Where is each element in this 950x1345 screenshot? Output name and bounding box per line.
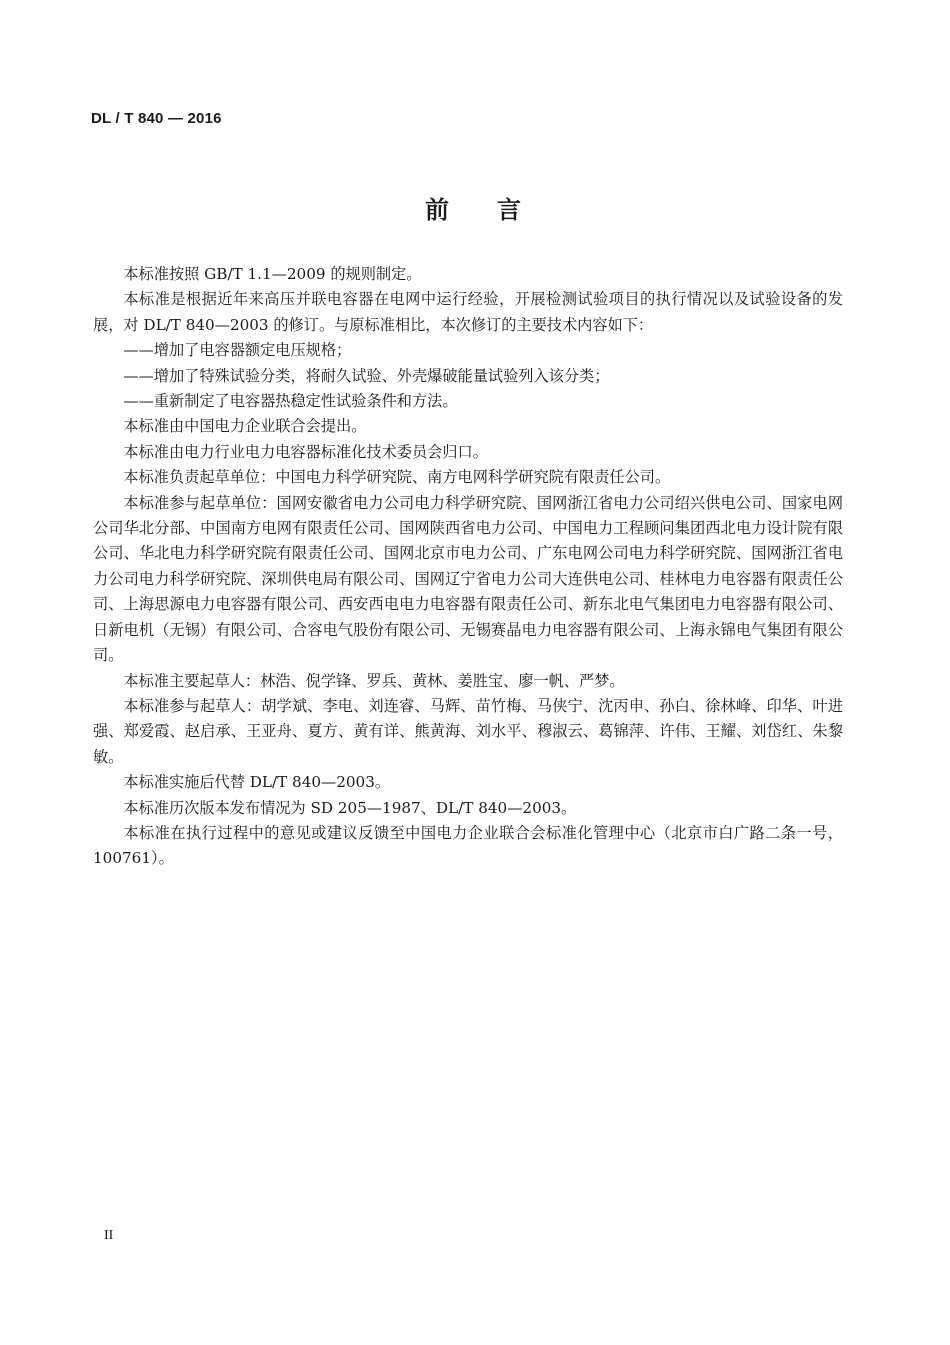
page-number: II <box>104 1228 114 1243</box>
paragraph-participating-units: 本标准参与起草单位：国网安徽省电力公司电力科学研究院、国网浙江省电力公司绍兴供电公司、国家电网公司华北分部、中国南方电网有限责任公司、国网陕西省电力公司、中国电力工程顾问集团西北电力设计院有限公司、华北电力科学研究院有限责任公司、国网北京市电力公司、广东电网公司电力科学研究院、国网浙江省电力公司电力科学研究院、深圳供电局有限公司、国网辽宁省电力公司大连供电公司、桂林电力电容器有限责任公司、上海思源电力电容器有限公司、西安西电电力电容器有限责任公司、新东北电气集团电力电容器有限公司、日新电机（无锡）有限公司、合容电气股份有限公司、无锡赛晶电力电容器有限公司、上海永锦电气集团有限公司。 <box>93 493 843 665</box>
standard-code: DL / T 840 — 2016 <box>91 110 222 127</box>
paragraph-replaces: 本标准实施后代替 DL/T 840—2003。 <box>123 773 391 792</box>
page-title-char-1: 前 <box>425 195 453 224</box>
paragraph-drafting-rule: 本标准按照 GB/T 1.1—2009 的规则制定。 <box>123 265 422 283</box>
preface-body <box>93 262 843 872</box>
paragraph-version-history: 本标准历次版本发布情况为 SD 205—1987、DL/T 840—2003。 <box>123 798 577 817</box>
page-title-char-2: 言 <box>497 195 525 224</box>
paragraph-participating-drafters: 本标准参与起草人：胡学斌、李电、刘连睿、马辉、苗竹梅、马侠宁、沈丙申、孙白、徐林峰、印华、叶进强、郑爱霞、赵启承、王亚舟、夏方、黄有详、熊黄海、刘水平、穆淑云、葛锦萍、许伟、王耀、刘岱红、朱黎敏。 <box>93 696 843 766</box>
paragraph-under-jurisdiction: 本标准由电力行业电力电容器标准化技术委员会归口。 <box>123 442 488 461</box>
list-item-special-tests: ——增加了特殊试验分类，将耐久试验、外壳爆破能量试验列入该分类； <box>123 366 610 385</box>
paragraph-feedback: 本标准在执行过程中的意见或建议反馈至中国电力企业联合会标准化管理中心（北京市白广路二条一号，100761）。 <box>93 823 843 868</box>
paragraph-lead-drafting-units: 本标准负责起草单位：中国电力科学研究院、南方电网科学研究院有限责任公司。 <box>123 468 671 487</box>
list-item-thermal-stability: ——重新制定了电容器热稳定性试验条件和方法。 <box>123 392 458 411</box>
paragraph-revision-basis: 本标准是根据近年来高压并联电容器在电网中运行经验，开展检测试验项目的执行情况以及试验设备的发展，对 DL/T 840—2003 的修订。与原标准相比，本次修订的主要技术内容如下： <box>93 290 843 334</box>
list-item-rated-voltage: ——增加了电容器额定电压规格； <box>123 341 352 360</box>
paragraph-main-drafters: 本标准主要起草人：林浩、倪学锋、罗兵、黄林、姜胜宝、廖一帆、严梦。 <box>123 671 625 690</box>
page-title <box>0 190 950 225</box>
paragraph-proposed-by: 本标准由中国电力企业联合会提出。 <box>123 417 367 436</box>
